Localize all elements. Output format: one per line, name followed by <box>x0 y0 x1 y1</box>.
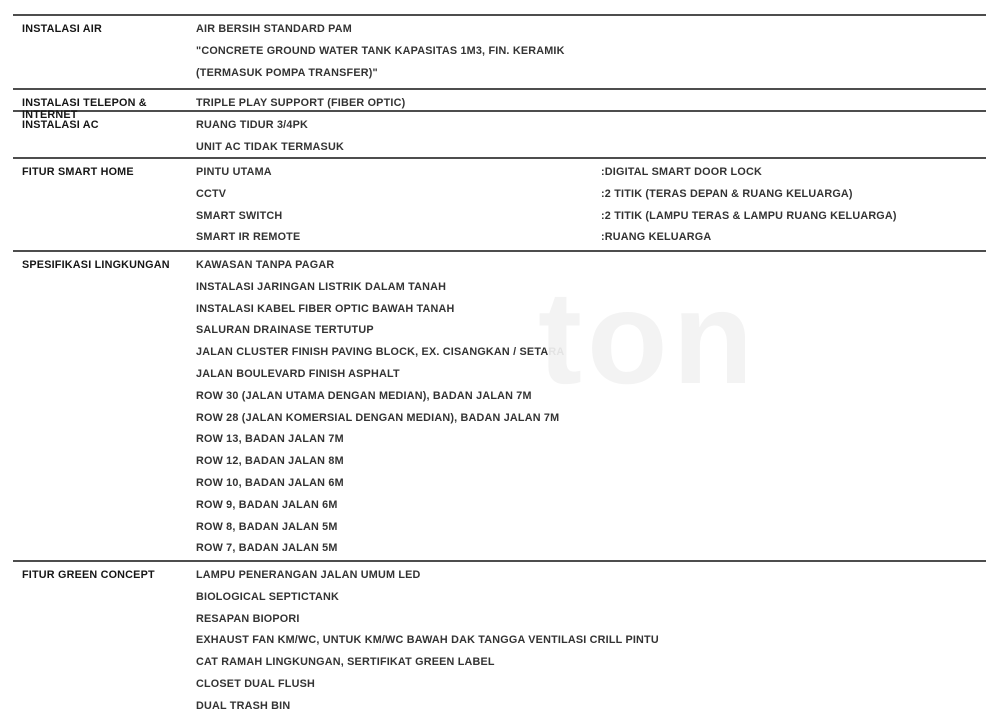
spec-text: CAT RAMAH LINGKUNGAN, SERTIFIKAT GREEN LABEL <box>196 656 495 669</box>
section-rows <box>196 562 986 721</box>
spec-text: UNIT AC TIDAK TERMASUK <box>196 140 344 153</box>
watermark: ton <box>538 264 759 411</box>
spec-row <box>196 346 986 368</box>
spec-text: ROW 30 (JALAN UTAMA DENGAN MEDIAN), BADAN JALAN 7M <box>196 389 532 402</box>
spec-row <box>196 119 986 141</box>
spec-row <box>196 477 986 499</box>
section-rows <box>196 112 986 157</box>
spec-text: JALAN CLUSTER FINISH PAVING BLOCK, EX. CISANGKAN / SETARA <box>196 346 565 359</box>
section-fitur-green-concept <box>13 560 986 721</box>
spec-text: (TERMASUK POMPA TRANSFER)" <box>196 66 378 79</box>
spec-text: ROW 10, BADAN JALAN 6M <box>196 476 344 489</box>
section-spesifikasi-lingkungan <box>13 250 986 560</box>
spec-text: EXHAUST FAN KM/WC, UNTUK KM/WC BAWAH DAK TANGGA VENTILASI CRILL PINTU <box>196 634 659 647</box>
spec-text: CLOSET DUAL FLUSH <box>196 677 315 690</box>
spec-text: BIOLOGICAL SEPTICTANK <box>196 590 339 603</box>
spec-row <box>196 23 986 45</box>
section-rows <box>196 159 986 250</box>
spec-text: DUAL TRASH BIN <box>196 699 291 712</box>
section-rows <box>196 16 986 88</box>
spec-row <box>196 166 986 188</box>
spec-row <box>196 700 986 721</box>
spec-row <box>196 591 986 613</box>
spec-row <box>196 303 986 325</box>
spec-text: LAMPU PENERANGAN JALAN UMUM LED <box>196 569 421 581</box>
section-rows <box>196 252 986 560</box>
spec-text: ROW 7, BADAN JALAN 5M <box>196 542 338 555</box>
section-rows <box>196 90 986 110</box>
spec-text: ROW 12, BADAN JALAN 8M <box>196 455 344 468</box>
spec-row <box>196 231 986 253</box>
spec-item: CCTV <box>196 187 227 200</box>
spec-item: SMART SWITCH <box>196 209 283 222</box>
spec-row <box>196 45 986 67</box>
spec-row <box>196 210 986 232</box>
spec-row <box>196 259 986 281</box>
spec-text: KAWASAN TANPA PAGAR <box>196 259 335 271</box>
spec-text: ROW 9, BADAN JALAN 6M <box>196 498 338 511</box>
spec-text: ROW 28 (JALAN KOMERSIAL DENGAN MEDIAN), BADAN JALAN 7M <box>196 411 560 424</box>
spec-row <box>196 433 986 455</box>
spec-value: :2 TITIK (LAMPU TERAS & LAMPU RUANG KELUARGA) <box>601 209 897 222</box>
spec-row <box>196 569 986 591</box>
section-instalasi-air <box>13 14 986 88</box>
spec-text: TRIPLE PLAY SUPPORT (FIBER OPTIC) <box>196 97 406 109</box>
spec-text: ROW 13, BADAN JALAN 7M <box>196 433 344 446</box>
section-label: INSTALASI AC <box>22 119 99 131</box>
spec-row <box>196 390 986 412</box>
section-label: INSTALASI AIR <box>22 23 102 35</box>
spec-row <box>196 324 986 346</box>
spec-row <box>196 613 986 635</box>
section-instalasi-telepon-internet <box>13 88 986 121</box>
spec-text: RESAPAN BIOPORI <box>196 612 300 625</box>
spec-sheet <box>13 14 986 721</box>
spec-row <box>196 455 986 477</box>
spec-text: JALAN BOULEVARD FINISH ASPHALT <box>196 367 400 380</box>
spec-text: INSTALASI JARINGAN LISTRIK DALAM TANAH <box>196 280 447 293</box>
spec-row <box>196 634 986 656</box>
spec-row <box>196 67 986 89</box>
spec-item: PINTU UTAMA <box>196 166 272 178</box>
spec-row <box>196 281 986 303</box>
section-label: SPESIFIKASI LINGKUNGAN <box>22 259 170 271</box>
spec-row <box>196 188 986 210</box>
spec-value: :RUANG KELUARGA <box>601 231 712 244</box>
spec-row <box>196 542 986 564</box>
spec-text: INSTALASI KABEL FIBER OPTIC BAWAH TANAH <box>196 302 455 315</box>
section-fitur-smart-home <box>13 157 986 250</box>
spec-row <box>196 656 986 678</box>
spec-text: AIR BERSIH STANDARD PAM <box>196 23 352 35</box>
spec-value: :DIGITAL SMART DOOR LOCK <box>601 166 762 178</box>
spec-value: :2 TITIK (TERAS DEPAN & RUANG KELUARGA) <box>601 187 853 200</box>
spec-text: SALURAN DRAINASE TERTUTUP <box>196 324 374 337</box>
spec-row <box>196 499 986 521</box>
spec-text: ROW 8, BADAN JALAN 5M <box>196 520 338 533</box>
spec-row <box>196 368 986 390</box>
spec-row <box>196 678 986 700</box>
section-instalasi-ac <box>13 110 986 157</box>
spec-text: RUANG TIDUR 3/4PK <box>196 119 308 131</box>
spec-row <box>196 412 986 434</box>
section-label: FITUR GREEN CONCEPT <box>22 569 155 581</box>
spec-text: "CONCRETE GROUND WATER TANK KAPASITAS 1M3, FIN. KERAMIK <box>196 44 565 57</box>
spec-item: SMART IR REMOTE <box>196 231 301 244</box>
section-label: INSTALASI TELEPON & INTERNET <box>22 97 147 121</box>
section-label: FITUR SMART HOME <box>22 166 134 178</box>
spec-row <box>196 521 986 543</box>
